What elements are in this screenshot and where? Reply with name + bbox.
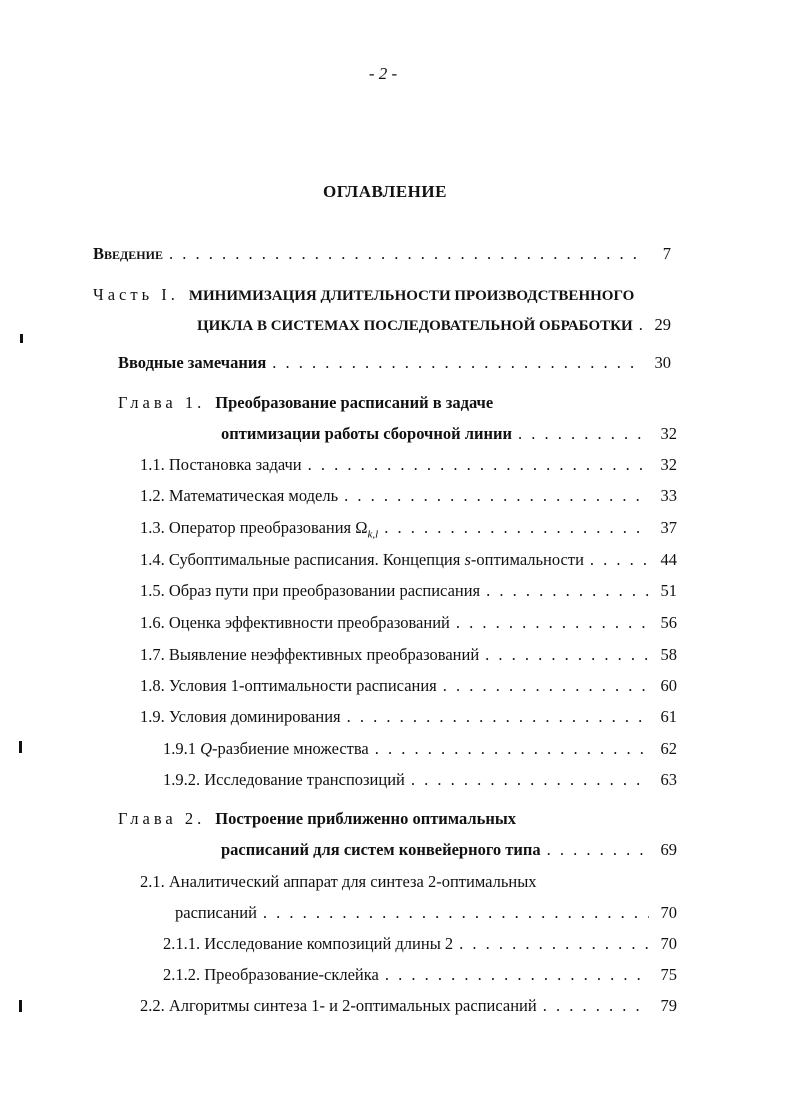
toc-entry-2-1-2[interactable] — [163, 964, 677, 986]
toc-entry-text-main: -разбиение множества — [212, 739, 369, 758]
toc-entry-page: 33 — [660, 486, 677, 505]
omega-symbol: Ω — [355, 518, 368, 537]
leader-dots — [272, 352, 643, 374]
toc-entry-text-after: -оптимальности — [470, 550, 584, 569]
toc-entry-text — [163, 738, 369, 760]
omega-subscript: k,l — [367, 528, 379, 541]
toc-entry-1-3[interactable] — [140, 517, 677, 539]
toc-entry-text: Вводные замечания — [118, 353, 267, 372]
part-title-line1: МИНИМИЗАЦИЯ ДЛИТЕЛЬНОСТИ ПРОИЗВОДСТВЕННОГО — [188, 288, 635, 304]
leader-dots — [543, 995, 649, 1017]
chapter-title-line2: расписаний для систем конвейерного типа — [221, 840, 541, 859]
chapter-title-line1: Построение приближенно оптимальных — [215, 809, 516, 828]
toc-entry-text-before: 1.4. Субоптимальные расписания. Концепция — [140, 550, 465, 569]
leader-dots — [639, 314, 643, 336]
toc-entry-part1-cont[interactable] — [197, 314, 671, 336]
toc-entry-part1[interactable] — [93, 284, 653, 306]
toc-entry-text: 1.9. Условия доминирования — [140, 707, 341, 726]
toc-entry-text: 2.1. Аналитический аппарат для синтеза 2-оптимальных — [140, 872, 537, 891]
toc-entry-2-2[interactable] — [140, 995, 677, 1017]
leader-dots — [347, 706, 649, 728]
toc-entry-page: 60 — [660, 676, 677, 695]
toc-entry-text-main: 1.3. Оператор преобразования — [140, 518, 352, 537]
toc-entry-page: 29 — [654, 315, 671, 334]
toc-entry-text: Введение — [93, 244, 163, 263]
toc-entry-page: 70 — [660, 934, 677, 953]
leader-dots — [486, 580, 649, 602]
toc-title: ОГЛАВЛЕНИЕ — [323, 182, 447, 201]
leader-dots — [485, 644, 649, 666]
chapter-label: Глава 2. — [118, 809, 206, 828]
toc-entry-1-1[interactable] — [140, 454, 677, 476]
toc-entry-2-1[interactable] — [140, 871, 677, 893]
toc-entry-1-7[interactable] — [140, 644, 677, 666]
toc-entry-2-1-1[interactable] — [163, 933, 677, 955]
q-variable: Q — [200, 739, 213, 758]
leader-dots — [459, 933, 649, 955]
toc-entry-page: 69 — [660, 840, 677, 859]
toc-entry-text: 2.1.2. Преобразование-склейка — [163, 965, 379, 984]
toc-entry-1-8[interactable] — [140, 675, 677, 697]
toc-entry-intro-remarks[interactable] — [118, 352, 671, 374]
toc-entry-chapter1[interactable] — [118, 392, 658, 414]
scan-mark — [20, 334, 23, 343]
toc-entry-text: 1.8. Условия 1-оптимальности расписания — [140, 676, 437, 695]
toc-entry-page: 32 — [660, 424, 677, 443]
leader-dots — [308, 454, 649, 476]
leader-dots — [344, 485, 649, 507]
leader-dots — [518, 423, 649, 445]
part-title-line2: ЦИКЛА В СИСТЕМАХ ПОСЛЕДОВАТЕЛЬНОЙ ОБРАБОТКИ — [197, 318, 633, 334]
toc-entry-text — [140, 549, 584, 571]
toc-entry-1-2[interactable] — [140, 485, 677, 507]
toc-entry-page: 79 — [660, 996, 677, 1015]
leader-dots — [456, 612, 649, 634]
toc-entry-page: 58 — [660, 645, 677, 664]
toc-entry-number: 1.9.1 — [163, 739, 196, 758]
leader-dots — [385, 964, 649, 986]
toc-entry-text: 2.2. Алгоритмы синтеза 1- и 2-оптимальных расписаний — [140, 996, 537, 1015]
toc-entry-1-6[interactable] — [140, 612, 677, 634]
toc-entry-1-9[interactable] — [140, 706, 677, 728]
toc-entry-text: 1.7. Выявление неэффективных преобразований — [140, 645, 480, 664]
leader-dots — [375, 738, 649, 760]
toc-entry-page: 51 — [660, 581, 677, 600]
toc-entry-page: 44 — [660, 550, 677, 569]
leader-dots — [384, 517, 649, 539]
leader-dots — [443, 675, 649, 697]
toc-entry-chapter2-cont[interactable] — [221, 839, 677, 861]
toc-entry-text: 1.9.2. Исследование транспозиций — [163, 770, 405, 789]
toc-entry-text: 2.1.1. Исследование композиций длины 2 — [163, 934, 454, 953]
toc-entry-text: 1.5. Образ пути при преобразовании расписания — [140, 581, 481, 600]
toc-entry-1-5[interactable] — [140, 580, 677, 602]
toc-entry-2-1-cont[interactable] — [175, 902, 677, 924]
toc-entry-page: 63 — [660, 770, 677, 789]
leader-dots — [263, 902, 649, 924]
toc-entry-page: 30 — [654, 353, 671, 372]
toc-entry-page: 37 — [660, 518, 677, 537]
page-number: - 2 - — [368, 64, 398, 83]
leader-dots — [411, 769, 649, 791]
scan-mark — [19, 741, 22, 753]
toc-entry-text: 1.6. Оценка эффективности преобразований — [140, 613, 450, 632]
s-variable: s — [464, 550, 471, 569]
toc-entry-1-9-1[interactable] — [163, 738, 677, 760]
toc-entry-page: 70 — [660, 903, 677, 922]
part-label: Часть I. — [93, 285, 179, 304]
toc-entry-text: расписаний — [175, 903, 257, 922]
scan-mark — [19, 1000, 22, 1012]
toc-entry-page: 56 — [660, 613, 677, 632]
toc-entry-text: 1.1. Постановка задачи — [140, 455, 302, 474]
toc-entry-page: 75 — [660, 965, 677, 984]
leader-dots — [590, 549, 649, 571]
toc-entry-intro[interactable] — [93, 243, 671, 265]
toc-entry-text — [140, 517, 378, 545]
leader-dots — [547, 839, 649, 861]
chapter-label: Глава 1. — [118, 393, 206, 412]
chapter-title-line1: Преобразование расписаний в задаче — [215, 393, 494, 412]
toc-entry-chapter2[interactable] — [118, 808, 658, 830]
toc-entry-page: 7 — [662, 244, 671, 263]
leader-dots — [169, 243, 643, 265]
toc-entry-page: 32 — [660, 455, 677, 474]
chapter-title-line2: оптимизации работы сборочной линии — [221, 424, 513, 443]
toc-entry-1-9-2[interactable] — [163, 769, 677, 791]
toc-entry-text: 1.2. Математическая модель — [140, 486, 339, 505]
toc-entry-1-4[interactable] — [140, 549, 677, 571]
toc-entry-page: 62 — [660, 739, 677, 758]
toc-entry-chapter1-cont[interactable] — [221, 423, 677, 445]
toc-entry-page: 61 — [660, 707, 677, 726]
